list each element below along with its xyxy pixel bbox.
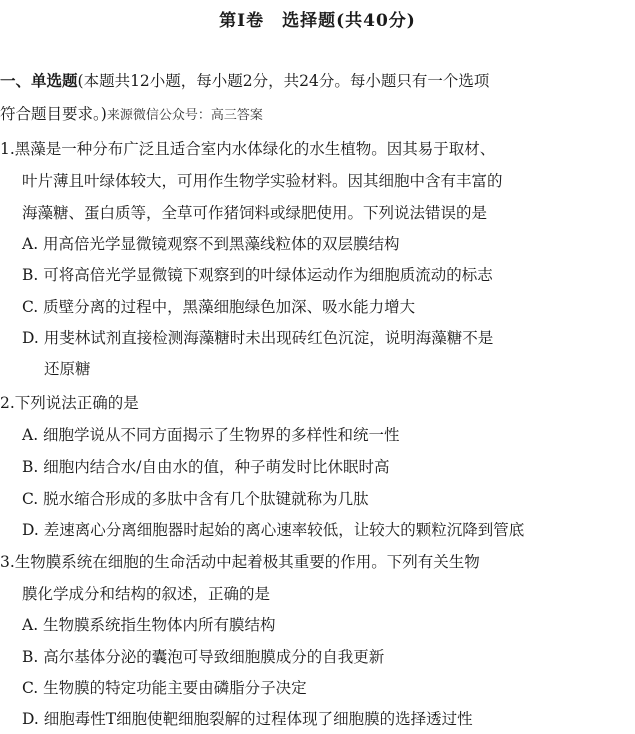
question-1-stem-line-1: 1.黑藻是一种分布广泛且适合室内水体绿化的水生植物。因其易于取材、 (0, 140, 496, 158)
question-2-option-c[interactable]: C. 脱水缩合形成的多肽中含有几个肽键就称为几肽 (22, 490, 369, 508)
source-note: 来源微信公众号：高三答案 (106, 108, 263, 123)
section-description-2: 符合题目要求。) (0, 105, 107, 123)
page-title: 第Ⅰ卷 选择题(共40分) (219, 11, 416, 31)
section-line-2 (0, 103, 263, 127)
question-3-option-d[interactable]: D. 细胞毒性T细胞使靶细胞裂解的过程体现了细胞膜的选择透过性 (22, 710, 473, 728)
question-1-stem-line-2: 叶片薄且叶绿体较大，可用作生物学实验材料。因其细胞中含有丰富的 (22, 172, 503, 190)
question-1-option-c[interactable]: C. 质壁分离的过程中，黑藻细胞绿色加深、吸水能力增大 (22, 298, 416, 316)
section-line-1 (0, 70, 489, 92)
question-3-stem-line-1: 3.生物膜系统在细胞的生命活动中起着极其重要的作用。下列有关生物 (0, 553, 480, 571)
question-3-option-a[interactable]: A. 生物膜系统指生物体内所有膜结构 (22, 616, 276, 634)
question-1-option-d-cont: 还原糖 (44, 360, 91, 378)
question-2-option-d[interactable]: D. 差速离心分离细胞器时起始的离心速率较低，让较大的颗粒沉降到管底 (22, 521, 525, 539)
section-heading: 一、单选题 (0, 71, 78, 90)
question-3-option-b[interactable]: B. 高尔基体分泌的囊泡可导致细胞膜成分的自我更新 (22, 648, 385, 666)
question-3-stem-line-2: 膜化学成分和结构的叙述，正确的是 (22, 585, 271, 603)
question-1-stem-line-3: 海藻糖、蛋白质等，全草可作猪饲料或绿肥使用。下列说法错误的是 (22, 204, 488, 222)
section-description-1: (本题共12小题，每小题2分，共24分。每小题只有一个选项 (77, 72, 490, 90)
question-3-option-c[interactable]: C. 生物膜的特定功能主要由磷脂分子决定 (22, 679, 307, 697)
question-1-option-a[interactable]: A. 用高倍光学显微镜观察不到黑藻线粒体的双层膜结构 (22, 235, 400, 253)
question-1-option-d[interactable]: D. 用斐林试剂直接检测海藻糖时未出现砖红色沉淀，说明海藻糖不是 (22, 329, 494, 347)
question-2-stem: 2.下列说法正确的是 (0, 394, 139, 412)
question-2-option-b[interactable]: B. 细胞内结合水/自由水的值，种子萌发时比休眠时高 (22, 458, 390, 476)
question-2-option-a[interactable]: A. 细胞学说从不同方面揭示了生物界的多样性和统一性 (22, 426, 400, 444)
question-1-option-b[interactable]: B. 可将高倍光学显微镜下观察到的叶绿体运动作为细胞质流动的标志 (22, 266, 493, 284)
